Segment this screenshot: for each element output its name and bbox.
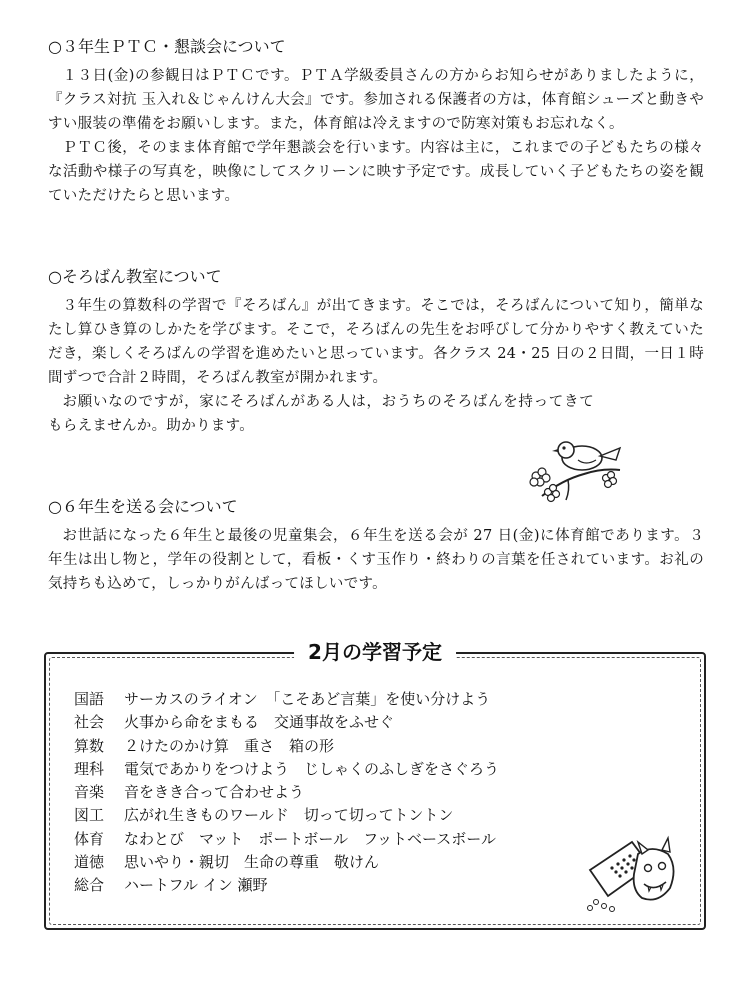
plan-row: [74, 711, 499, 734]
learning-plan-list: [74, 688, 499, 898]
section-farewell-party: [48, 496, 704, 596]
plan-subject: 道徳: [74, 853, 105, 872]
learning-plan-title: 2月の学習予定: [294, 638, 456, 666]
plan-content: 火事から命をまもる 交通事故をふせぐ: [124, 713, 395, 732]
section-paragraph: ３年生の算数科の学習で『そろばん』が出てきます。そこでは，そろばんについて知り，簡単なたし算ひき算のしかたを学びます。そこで，そろばんの先生をお呼びして分かりやすく教えていただき，楽しくそろばんの学習を進めたいと思っています。各クラス 24・25 日の２日間，一日１時間ずつで合計２時間，そろばん教室が開かれます。: [48, 298, 704, 386]
section-title: ○そろばん教室について: [48, 267, 222, 286]
plan-subject: 理科: [74, 759, 105, 778]
plan-row: [74, 688, 499, 711]
plan-subject: 音楽: [74, 783, 105, 802]
plan-content: ハートフル イン 瀬野: [124, 876, 268, 895]
plan-row: [74, 804, 499, 827]
plan-content: 広がれ生きものワールド 切って切ってトントン: [124, 806, 454, 825]
plan-subject: 算数: [74, 736, 105, 755]
plan-content: 思いやり・親切 生命の尊重 敬けん: [124, 853, 380, 872]
plan-content: 音をきき合って合わせよう: [124, 783, 305, 802]
plan-subject: 総合: [74, 876, 105, 895]
section-title: ○３年生ＰＴＣ・懇談会について: [48, 37, 286, 56]
plan-row: [74, 874, 499, 897]
plan-row: [74, 828, 499, 851]
plan-row: [74, 781, 499, 804]
section-paragraph: お世話になった６年生と最後の児童集会，６年生を送る会が 27 日(金)に体育館であります。３年生は出し物と，学年の役割として，看板・くす玉作り・終わりの言葉を任されています。お礼の気持ちも込めて，しっかりがんばってほしいです。: [48, 528, 704, 592]
plan-subject: 社会: [74, 713, 105, 732]
learning-plan-box: [44, 640, 706, 930]
oni-mask-icon: [582, 814, 682, 914]
plan-row: [74, 735, 499, 758]
plan-subject: 体育: [74, 829, 105, 848]
section-paragraph: １３日(金)の参観日はＰＴＣです。ＰＴＡ学級委員さんの方からお知らせがありましたように，『クラス対抗 玉入れ＆じゃんけん大会』です。参加される保護者の方は，体育館シューズと動きやすい服装の準備をお願いします。また，体育館は冷えますので防寒対策もお忘れなく。: [48, 68, 704, 132]
section-paragraph: ＰＴＣ後，そのまま体育館で学年懇談会を行います。内容は主に，これまでの子どもたちの様々な活動や様子の写真を，映像にしてスクリーンに映す予定です。成長していく子どもたちの姿を観ていただけたらと思います。: [48, 140, 704, 204]
section-soroban: [48, 266, 704, 438]
section-paragraph: お願いなのですが，家にそろばんがある人は，おうちのそろばんを持ってきてもらえませんか。助かります。: [48, 394, 594, 434]
plan-content: 電気であかりをつけよう じしゃくのふしぎをさぐろう: [124, 759, 500, 778]
plan-subject: 図工: [74, 806, 105, 825]
plan-content: ２けたのかけ算 重さ 箱の形: [124, 736, 335, 755]
oni-mask-with-bean-box-illustration: [582, 814, 682, 914]
section-ptc: [48, 36, 704, 208]
plan-subject: 国語: [74, 690, 105, 708]
section-title: ○６年生を送る会について: [48, 497, 238, 516]
plan-content: サーカスのライオン 「こそあど言葉」を使い分けよう: [124, 690, 491, 708]
plan-row: [74, 758, 499, 781]
bird-icon: [522, 430, 626, 504]
plan-row: [74, 851, 499, 874]
bird-on-plum-branch-illustration: [522, 430, 626, 504]
plan-content: なわとび マット ポートボール フットベースボール: [124, 829, 497, 848]
